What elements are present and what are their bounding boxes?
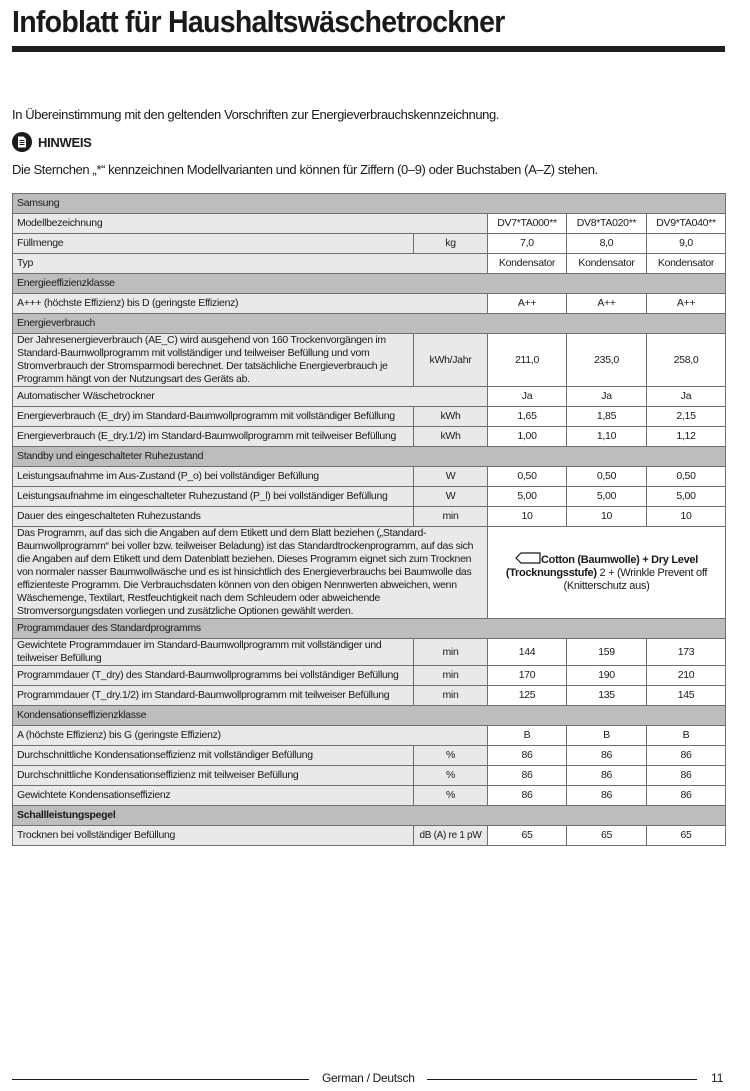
- row-unit: %: [414, 786, 488, 806]
- row-label: Energieverbrauch (E_dry) im Standard-Baumwollprogramm mit vollständiger Befüllung: [13, 407, 414, 427]
- table-row-fill: [13, 234, 726, 254]
- page-number: 11: [711, 1071, 724, 1085]
- section-row-standby: [13, 447, 726, 467]
- cell-value: A++: [488, 294, 567, 314]
- program-options: 2 + (Wrinkle Prevent off: [596, 567, 708, 579]
- cell-value: 1,85: [567, 407, 647, 427]
- cell-value: 144: [488, 639, 567, 666]
- cell-value: 86: [567, 766, 647, 786]
- cell-value: 86: [488, 746, 567, 766]
- note-text: Die Sternchen „*“ kennzeichnen Modellvarianten und können für Ziffern (0–9) oder Buchstaben (A–Z) stehen.: [12, 162, 598, 177]
- table-row-cond-class: [13, 726, 726, 746]
- cell-value: 10: [488, 507, 567, 527]
- table-row-weighted-time: [13, 639, 726, 666]
- cycle-tag-icon: [515, 554, 541, 566]
- cell-value: 65: [647, 826, 726, 846]
- cell-value: Kondensator: [567, 254, 647, 274]
- row-label: A (höchste Effizienz) bis G (geringste Effizienz): [13, 726, 488, 746]
- section-row-brand: [13, 194, 726, 214]
- intro-text: In Übereinstimmung mit den geltenden Vorschriften zur Energieverbrauchskennzeichnung.: [12, 107, 500, 122]
- cell-value: 1,65: [488, 407, 567, 427]
- program-dry-level: (Trocknungsstufe): [505, 567, 597, 579]
- model-value: DV8*TA020**: [567, 214, 647, 234]
- cell-value: 159: [567, 639, 647, 666]
- cell-value: 1,12: [647, 427, 726, 447]
- table-row-program: [13, 527, 726, 619]
- section-heading: Energieeffizienzklasse: [13, 274, 726, 294]
- row-unit: W: [414, 467, 488, 487]
- footer-rule-left: [12, 1079, 309, 1080]
- section-heading: Standby und eingeschalteter Ruhezustand: [13, 447, 726, 467]
- table-row-tdry: [13, 666, 726, 686]
- program-value: [488, 527, 726, 619]
- row-label: Trocknen bei vollständiger Befüllung: [13, 826, 414, 846]
- row-label: Leistungsaufnahme im Aus-Zustand (P_o) bei vollständiger Befüllung: [13, 467, 414, 487]
- table-row-edry: [13, 407, 726, 427]
- cell-value: 125: [488, 686, 567, 706]
- cell-value: B: [647, 726, 726, 746]
- document-note-icon: [12, 132, 32, 152]
- program-options-note: (Knitterschutz aus): [563, 580, 650, 592]
- program-name: Cotton (Baumwolle) + Dry Level: [541, 554, 698, 566]
- cell-value: 86: [488, 786, 567, 806]
- title-rule: [12, 46, 725, 52]
- cell-value: 65: [488, 826, 567, 846]
- note-heading: [12, 132, 92, 152]
- cell-value: Ja: [567, 387, 647, 407]
- cell-value: 10: [647, 507, 726, 527]
- cell-value: 2,15: [647, 407, 726, 427]
- cell-value: 86: [567, 746, 647, 766]
- row-label: Leistungsaufnahme im eingeschalteter Ruhezustand (P_l) bei vollständiger Befüllung: [13, 487, 414, 507]
- row-label: Modellbezeichnung: [13, 214, 488, 234]
- cell-value: 7,0: [488, 234, 567, 254]
- row-label: Gewichtete Kondensationseffizienz: [13, 786, 414, 806]
- cell-value: 173: [647, 639, 726, 666]
- cell-value: 0,50: [647, 467, 726, 487]
- cell-value: 0,50: [567, 467, 647, 487]
- cell-value: 8,0: [567, 234, 647, 254]
- cell-value: 10: [567, 507, 647, 527]
- row-unit: min: [414, 666, 488, 686]
- cell-value: B: [567, 726, 647, 746]
- table-row-model: [13, 214, 726, 234]
- row-label: Energieverbrauch (E_dry.1/2) im Standard-Baumwollprogramm mit teilweiser Befüllung: [13, 427, 414, 447]
- model-value: DV7*TA000**: [488, 214, 567, 234]
- row-label: Programmdauer (T_dry.1/2) im Standard-Baumwollprogramm mit teilweiser Befüllung: [13, 686, 414, 706]
- cell-value: Kondensator: [488, 254, 567, 274]
- row-unit: min: [414, 507, 488, 527]
- section-heading: Kondensationseffizienzklasse: [13, 706, 726, 726]
- row-unit: %: [414, 766, 488, 786]
- cell-value: 211,0: [488, 334, 567, 387]
- section-heading: Programmdauer des Standardprogramms: [13, 619, 726, 639]
- table-row-po: [13, 467, 726, 487]
- row-label: Durchschnittliche Kondensationseffizienz mit vollständiger Befüllung: [13, 746, 414, 766]
- table-row-edry-half: [13, 427, 726, 447]
- table-row-cond-weighted: [13, 786, 726, 806]
- cell-value: 86: [567, 786, 647, 806]
- table-row-tdry-half: [13, 686, 726, 706]
- table-row-noise: [13, 826, 726, 846]
- cell-value: 5,00: [567, 487, 647, 507]
- cell-value: 1,10: [567, 427, 647, 447]
- row-label: Programmdauer (T_dry) des Standard-Baumwollprogramms bei vollständiger Befüllung: [13, 666, 414, 686]
- cell-value: B: [488, 726, 567, 746]
- cell-value: 5,00: [647, 487, 726, 507]
- footer-rule-right: [427, 1079, 697, 1080]
- cell-value: 190: [567, 666, 647, 686]
- table-row-pl: [13, 487, 726, 507]
- row-label: Durchschnittliche Kondensationseffizienz mit teilweiser Befüllung: [13, 766, 414, 786]
- cell-value: 135: [567, 686, 647, 706]
- row-label: Typ: [13, 254, 488, 274]
- cell-value: Ja: [647, 387, 726, 407]
- section-row-efficiency: [13, 274, 726, 294]
- row-unit: %: [414, 746, 488, 766]
- section-row-energy: [13, 314, 726, 334]
- row-label: Der Jahresenergieverbrauch (AE_C) wird ausgehend von 160 Trockenvorgängen im Standard-Baumwollprogramm mit vollständiger und teilweiser Befüllung und vom Stromverbrauch der Stromsparmodi berechnet. Der tatsächliche Energieverbrauch je Programm hängt von der Nutzungsart des Geräts ab.: [13, 334, 414, 387]
- table-row-auto: [13, 387, 726, 407]
- page-title: Infoblatt für Haushaltswäschetrockner: [12, 4, 505, 39]
- cell-value: 86: [647, 766, 726, 786]
- row-unit: kWh: [414, 427, 488, 447]
- cell-value: 5,00: [488, 487, 567, 507]
- row-unit: kWh: [414, 407, 488, 427]
- cell-value: A++: [567, 294, 647, 314]
- cell-value: 65: [567, 826, 647, 846]
- cell-value: 1,00: [488, 427, 567, 447]
- cell-value: Kondensator: [647, 254, 726, 274]
- section-row-noise: [13, 806, 726, 826]
- cell-value: 210: [647, 666, 726, 686]
- cell-value: 86: [488, 766, 567, 786]
- row-label: Füllmenge: [13, 234, 414, 254]
- cell-value: 9,0: [647, 234, 726, 254]
- row-label: Das Programm, auf das sich die Angaben auf dem Etikett und dem Blatt beziehen („Standard-Baumwollprogramm“ bei voller bzw. teilweiser Beladung) ist das Standardtrockenprogramm, auf das sich die Angaben auf dem Etikett und dem Datenblatt beziehen. Dieses Programm eignet sich zum Trocknen von normaler nasser Baumwollwäsche und es ist hinsichtlich des Energieverbrauchs bei Baumwolle das effizienteste Programm. Die Verbrauchsdaten können von den obigen Nennwerten abweichen, wenn Wäschemenge, Textilart, Restfeuchtigkeit nach dem Schleudern oder abweichende Stromversorgungsdaten vorliegen und zusätzliche Optionen gewählt werden.: [13, 527, 488, 619]
- row-label: Gewichtete Programmdauer im Standard-Baumwollprogramm mit vollständiger und teilweiser Befüllung: [13, 639, 414, 666]
- row-unit: min: [414, 639, 488, 666]
- model-value: DV9*TA040**: [647, 214, 726, 234]
- cell-value: A++: [647, 294, 726, 314]
- cell-value: Ja: [488, 387, 567, 407]
- table-row-cond-full: [13, 746, 726, 766]
- table-row-annual: [13, 334, 726, 387]
- section-heading: Schallleistungspegel: [13, 806, 726, 826]
- row-unit: kWh/Jahr: [414, 334, 488, 387]
- cell-value: 170: [488, 666, 567, 686]
- table-row-type: [13, 254, 726, 274]
- row-unit: kg: [414, 234, 488, 254]
- cell-value: 0,50: [488, 467, 567, 487]
- table-row-duration: [13, 507, 726, 527]
- brand-heading: Samsung: [13, 194, 726, 214]
- section-heading: Energieverbrauch: [13, 314, 726, 334]
- row-unit: W: [414, 487, 488, 507]
- footer-language: German / Deutsch: [322, 1071, 415, 1085]
- section-row-duration: [13, 619, 726, 639]
- spec-table: [12, 193, 726, 846]
- cell-value: 235,0: [567, 334, 647, 387]
- cell-value: 86: [647, 746, 726, 766]
- table-row-efficiency: [13, 294, 726, 314]
- row-label: Dauer des eingeschalteten Ruhezustands: [13, 507, 414, 527]
- note-label: HINWEIS: [38, 134, 92, 150]
- cell-value: 258,0: [647, 334, 726, 387]
- table-row-cond-half: [13, 766, 726, 786]
- row-label: A+++ (höchste Effizienz) bis D (geringste Effizienz): [13, 294, 488, 314]
- section-row-condensation: [13, 706, 726, 726]
- row-label: Automatischer Wäschetrockner: [13, 387, 488, 407]
- cell-value: 145: [647, 686, 726, 706]
- cell-value: 86: [647, 786, 726, 806]
- row-unit: min: [414, 686, 488, 706]
- row-unit: dB (A) re 1 pW: [414, 826, 488, 846]
